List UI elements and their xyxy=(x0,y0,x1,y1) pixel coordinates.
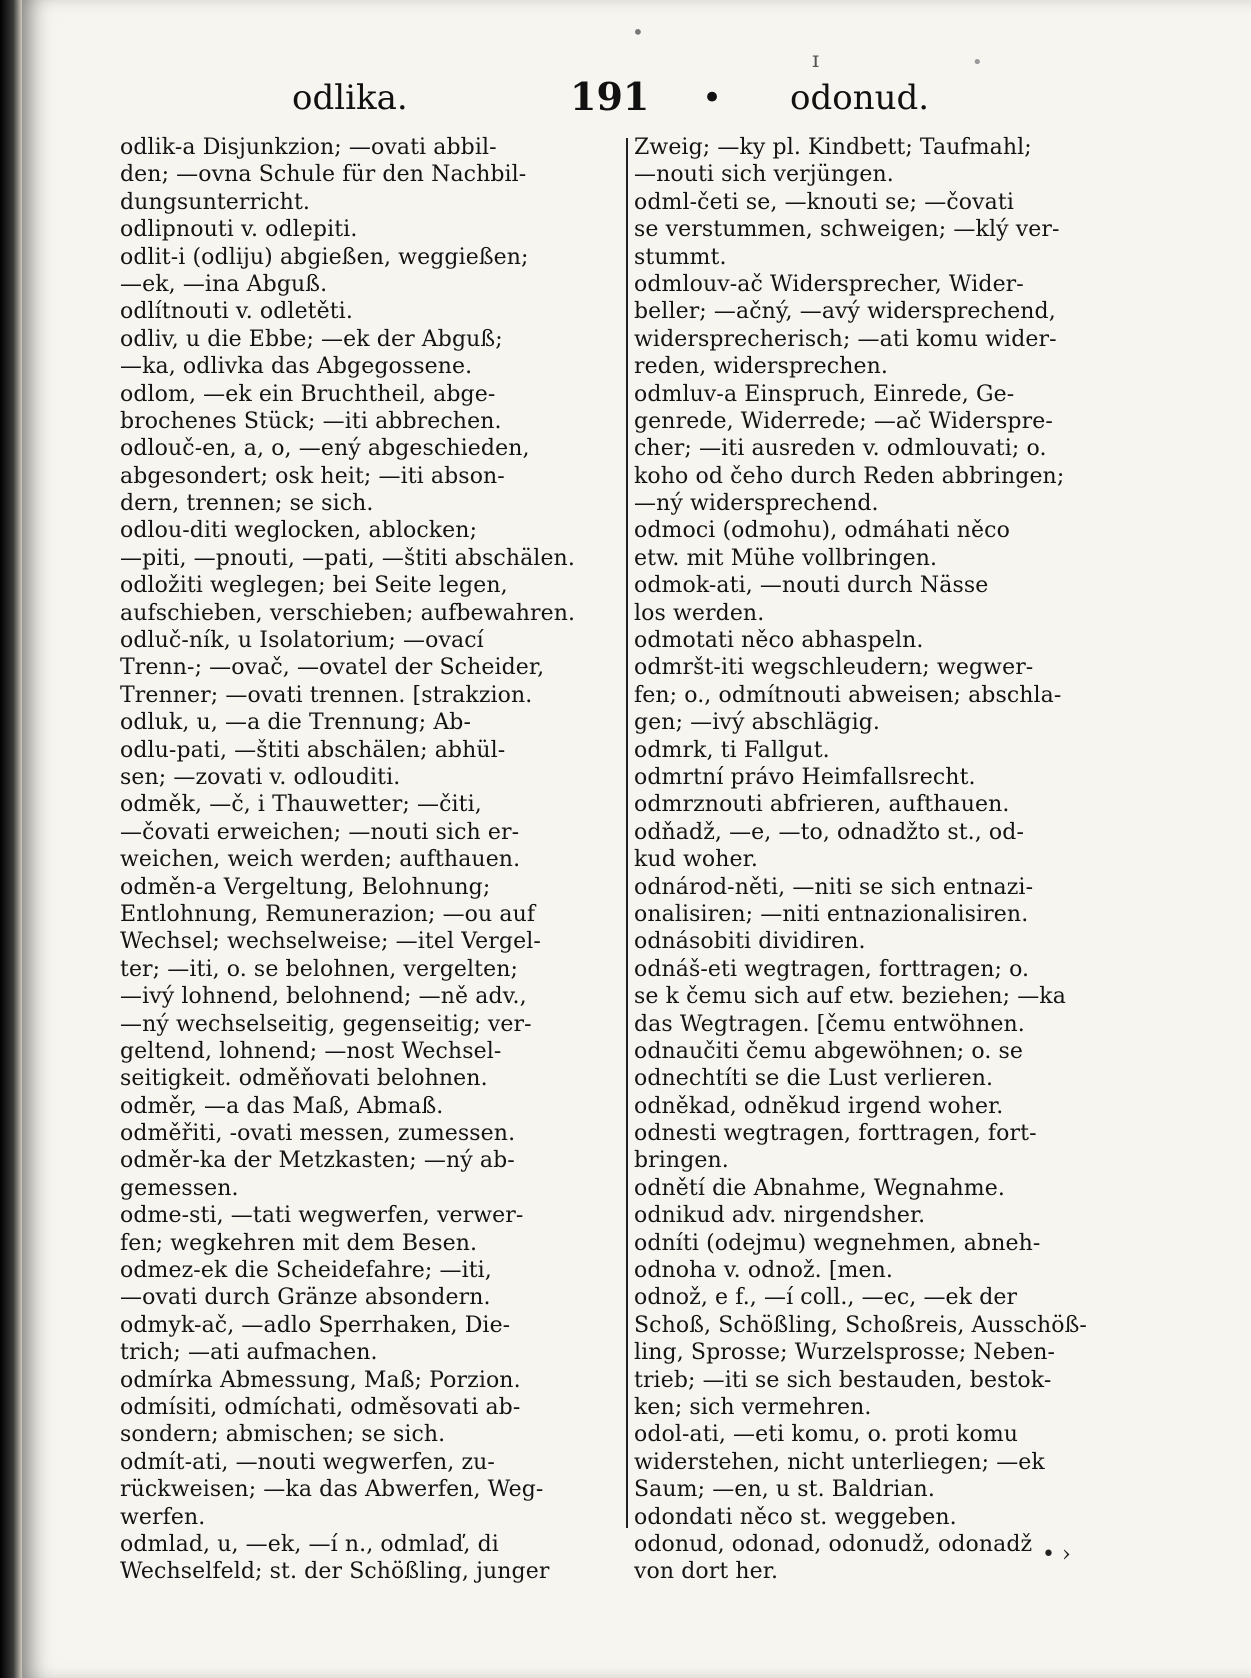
left-column-line: —ka, odlivka das Abgegossene. xyxy=(120,354,473,380)
right-column-line: kud woher. xyxy=(634,847,758,873)
left-column-line: Trenner; —ovati trennen. [strakzion. xyxy=(120,682,533,708)
left-column-line: odmísiti, odmíchati, odměsovati ab- xyxy=(120,1394,521,1420)
header-last-word: odonud. xyxy=(790,78,930,118)
right-column-line: odmrk, ti Fallgut. xyxy=(634,737,830,763)
left-column-line: abgesondert; osk heit; —iti abson- xyxy=(120,463,505,489)
ink-speck: ɪ xyxy=(812,48,820,73)
right-column-line: odmrtní právo Heimfallsrecht. xyxy=(634,764,976,790)
right-column-line: Zweig; —ky pl. Kindbett; Taufmahl; xyxy=(634,135,1032,160)
right-column-line: odnož, e f., —í coll., —ec, —ek der xyxy=(634,1285,1018,1311)
left-column-line: seitigkeit. odměňovati belohnen. xyxy=(120,1066,488,1092)
left-column-line: odluč-ník, u Isolatorium; —ovací xyxy=(120,628,484,654)
header-separator: • xyxy=(702,78,723,118)
left-column-line: weichen, weich werden; aufthauen. xyxy=(120,847,521,873)
right-column-line: koho od čeho durch Reden abbringen; xyxy=(634,463,1065,489)
left-column-line: —ek, —ina Abguß. xyxy=(120,271,328,297)
left-column-line: geltend, lohnend; —nost Wechsel- xyxy=(120,1038,502,1064)
right-column-line: odmluv-a Einspruch, Einrede, Ge- xyxy=(634,381,1015,407)
left-column-line: odliv, u die Ebbe; —ek der Abguß; xyxy=(120,326,503,352)
left-column-line: odme-sti, —tati wegwerfen, verwer- xyxy=(120,1203,524,1229)
right-column-line: odmlouv-ač Widersprecher, Wider- xyxy=(634,271,1024,297)
left-column-line: gemessen. xyxy=(120,1175,239,1201)
left-column-line: odmyk-ač, —adlo Sperrhaken, Die- xyxy=(120,1312,511,1338)
left-column-line: —čovati erweichen; —nouti sich er- xyxy=(120,819,520,845)
right-column-line: odnárod-něti, —niti se sich entnazi- xyxy=(634,874,1034,900)
right-column-line: odněkad, odněkud irgend woher. xyxy=(634,1093,1004,1119)
right-column-line: etw. mit Mühe vollbringen. xyxy=(634,545,938,571)
left-column-line: sen; —zovati v. odlouditi. xyxy=(120,764,401,790)
right-column-line: reden, widersprechen. xyxy=(634,354,888,380)
left-column-line: werfen. xyxy=(120,1504,206,1530)
right-column-line: beller; —ačný, —avý widersprechend, xyxy=(634,299,1056,325)
right-column-line: fen; o., odmítnouti abweisen; abschla- xyxy=(634,682,1062,708)
left-column-line: dungsunterricht. xyxy=(120,189,310,215)
right-column-line: ken; sich vermehren. xyxy=(634,1394,872,1420)
right-column-line: odmoci (odmohu), odmáhati něco xyxy=(634,518,1010,544)
left-column-line: —piti, —pnouti, —pati, —štiti abschälen. xyxy=(120,545,575,571)
left-column-line: Trenn-; —ovač, —ovatel der Scheider, xyxy=(120,655,545,681)
right-column-line: odmok-ati, —nouti durch Nässe xyxy=(634,573,989,599)
left-column-line: odložiti weglegen; bei Seite legen, xyxy=(120,573,508,599)
dictionary-page xyxy=(22,0,1251,1678)
right-column xyxy=(634,134,1120,1586)
right-column-line: odníti (odejmu) wegnehmen, abneh- xyxy=(634,1230,1041,1256)
right-column-line: trieb; —iti se sich bestauden, bestok- xyxy=(634,1367,1052,1393)
left-column-line: odmlad, u, —ek, —í n., odmlaď, di xyxy=(120,1531,499,1557)
left-column-line: Wechsel; wechselweise; —itel Vergel- xyxy=(120,929,541,955)
right-column-line: ling, Sprosse; Wurzelsprosse; Neben- xyxy=(634,1340,1055,1366)
left-column-line: odměn-a Vergeltung, Belohnung; xyxy=(120,874,491,900)
left-column-line: odlik-a Disjunkzion; —ovati abbil- xyxy=(120,135,497,160)
right-column-line: odnechtíti se die Lust verlieren. xyxy=(634,1066,994,1092)
left-column-line: den; —ovna Schule für den Nachbil- xyxy=(120,162,527,188)
ink-speck: • › xyxy=(1042,1542,1071,1567)
right-column-line: odml-četi se, —knouti se; —čovati xyxy=(634,189,1014,215)
right-column-line: se k čemu sich auf etw. beziehen; —ka xyxy=(634,984,1066,1010)
right-column-line: onalisiren; —niti entnazionalisiren. xyxy=(634,901,1029,927)
left-column-line: odlu-pati, —štiti abschälen; abhül- xyxy=(120,737,506,763)
left-column xyxy=(120,134,626,1586)
right-column-line: genrede, Widerrede; —ač Widerspre- xyxy=(634,408,1053,434)
left-column-line: —ný wechselseitig, gegenseitig; ver- xyxy=(120,1011,532,1037)
right-column-line: odnaučiti čemu abgewöhnen; o. se xyxy=(634,1038,1024,1064)
left-column-line: odlipnouti v. odlepiti. xyxy=(120,217,358,243)
left-column-line: odměr, —a das Maß, Abmaß. xyxy=(120,1093,444,1119)
right-column-line: odnětí die Abnahme, Wegnahme. xyxy=(634,1175,1005,1201)
left-column-line: —ovati durch Gränze absondern. xyxy=(120,1285,491,1311)
left-column-line: odměk, —č, i Thauwetter; —čiti, xyxy=(120,792,482,818)
right-column-line: odonud, odonad, odonudž, odonadž xyxy=(634,1531,1033,1557)
left-column-line: odmez-ek die Scheidefahre; —iti, xyxy=(120,1258,492,1284)
right-column-line: se verstummen, schweigen; —klý ver- xyxy=(634,217,1060,243)
right-column-line: odnoha v. odnož. [men. xyxy=(634,1258,893,1284)
right-column-line: odnikud adv. nirgendsher. xyxy=(634,1203,926,1229)
right-column-line: bringen. xyxy=(634,1148,729,1174)
left-column-line: odměřiti, -ovati messen, zumessen. xyxy=(120,1121,516,1147)
left-column-line: ter; —iti, o. se belohnen, vergelten; xyxy=(120,956,518,982)
right-column-line: odnásobiti dividiren. xyxy=(634,929,866,955)
left-column-line: fen; wegkehren mit dem Besen. xyxy=(120,1230,478,1256)
left-column-line: odmít-ati, —nouti wegwerfen, zu- xyxy=(120,1449,495,1475)
right-column-line: odňadž, —e, —to, odnadžto st., od- xyxy=(634,819,1024,845)
right-column-line: odnesti wegtragen, forttragen, fort- xyxy=(634,1121,1037,1147)
left-column-line: rückweisen; —ka das Abwerfen, Weg- xyxy=(120,1477,544,1503)
left-column-line: brochenes Stück; —iti abbrechen. xyxy=(120,408,502,434)
left-column-line: odměr-ka der Metzkasten; —ný ab- xyxy=(120,1148,515,1174)
left-column-line: odlítnouti v. odletěti. xyxy=(120,299,353,325)
right-column-line: odmrznouti abfrieren, aufthauen. xyxy=(634,792,1010,818)
left-column-line: odluk, u, —a die Trennung; Ab- xyxy=(120,710,472,736)
right-column-line: odondati něco st. weggeben. xyxy=(634,1504,957,1530)
right-column-line: Saum; —en, u st. Baldrian. xyxy=(634,1477,935,1503)
right-column-line: widersprecherisch; —ati komu wider- xyxy=(634,326,1057,352)
header-first-word: odlika. xyxy=(292,78,408,118)
right-column-line: von dort her. xyxy=(634,1559,779,1585)
right-column-line: gen; —ivý abschlägig. xyxy=(634,710,880,736)
right-column-line: das Wegtragen. [čemu entwöhnen. xyxy=(634,1011,1025,1037)
left-column-line: odlom, —ek ein Bruchtheil, abge- xyxy=(120,381,496,407)
page-number: 191 xyxy=(570,74,650,119)
right-column-line: odnáš-eti wegtragen, forttragen; o. xyxy=(634,956,1030,982)
left-column-line: sondern; abmischen; se sich. xyxy=(120,1422,446,1448)
left-column-line: trich; —ati aufmachen. xyxy=(120,1340,378,1366)
right-column-line: odmotati něco abhaspeln. xyxy=(634,628,924,654)
ink-speck: • xyxy=(632,20,644,44)
right-column-line: stummt. xyxy=(634,244,727,270)
left-column-line: odlouč-en, a, o, —ený abgeschieden, xyxy=(120,436,530,462)
left-column-line: aufschieben, verschieben; aufbewahren. xyxy=(120,600,576,626)
left-column-line: odlou-diti weglocken, ablocken; xyxy=(120,518,478,544)
ink-speck: • xyxy=(972,52,983,73)
right-column-line: Schoß, Schößling, Schoßreis, Ausschöß- xyxy=(634,1312,1087,1338)
left-column-line: —ivý lohnend, belohnend; —ně adv., xyxy=(120,984,527,1010)
page-header xyxy=(22,74,1251,128)
left-column-line: odmírka Abmessung, Maß; Porzion. xyxy=(120,1367,521,1393)
left-column-line: dern, trennen; se sich. xyxy=(120,491,374,517)
right-column-line: —ný widersprechend. xyxy=(634,491,879,517)
right-column-line: los werden. xyxy=(634,600,765,626)
right-column-line: widerstehen, nicht unterliegen; —ek xyxy=(634,1449,1045,1475)
right-column-line: odol-ati, —eti komu, o. proti komu xyxy=(634,1422,1019,1448)
right-column-line: cher; —iti ausreden v. odmlouvati; o. xyxy=(634,436,1047,462)
left-column-line: Entlohnung, Remunerazion; —ou auf xyxy=(120,901,536,927)
right-column-line: odmršt-iti wegschleudern; wegwer- xyxy=(634,655,1034,681)
book-binding-edge xyxy=(0,0,22,1678)
left-column-line: Wechselfeld; st. der Schößling, junger xyxy=(120,1559,550,1585)
right-column-line: —nouti sich verjüngen. xyxy=(634,162,894,188)
left-column-line: odlit-i (odliju) abgießen, weggießen; xyxy=(120,244,529,270)
column-divider xyxy=(626,138,628,1528)
